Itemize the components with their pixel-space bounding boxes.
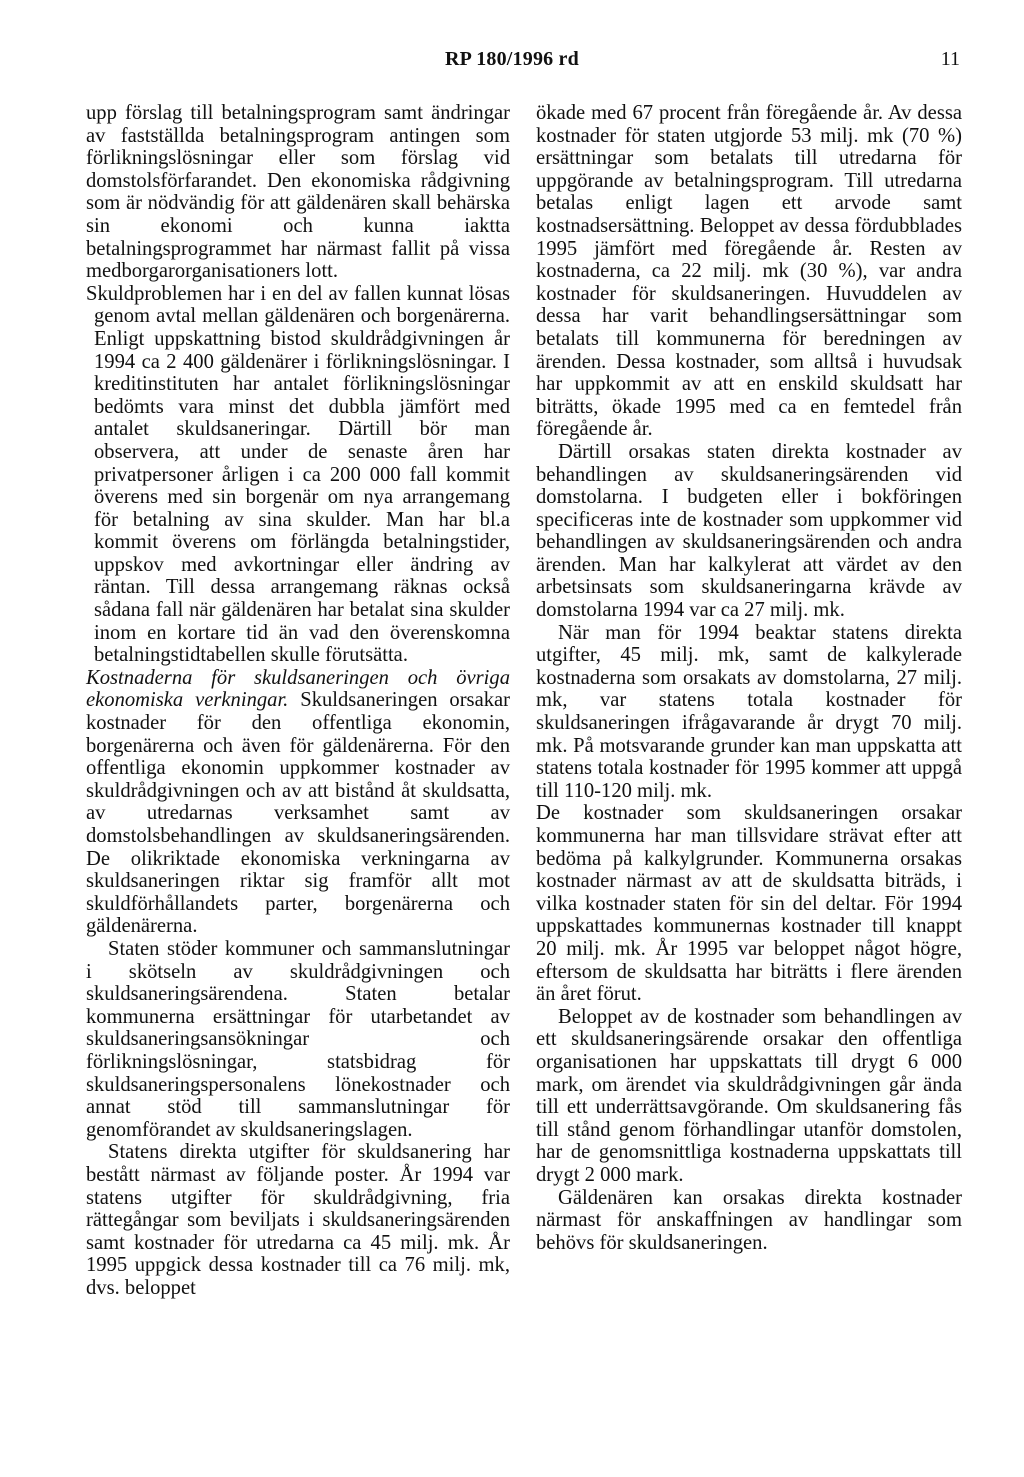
paragraph: När man för 1994 beaktar statens direkta utgifter, 45 milj. mk, samt de kalkylerade kostnaderna som orsakats av domstolarna, 27 milj. mk, var statens totala kostnader för skuldsaneringen ifrågavarande år drygt 70 milj. mk. På motsvarande grunder kan man uppskatta att statens totala kostnader för 1995 kommer att uppgå till 110-120 milj. mk. — [536, 621, 962, 802]
paragraph: Statens direkta utgifter för skuldsanering har bestått närmast av följande poster. År 1994 var statens utgifter för skuldrådgivning, fria rättegångar som beviljats i skuldsaneringsärenden samt kostnader för utredarna ca 45 milj. mk. År 1995 uppgick dessa kostnader till ca 76 milj. mk, dvs. beloppet — [86, 1141, 510, 1299]
paragraph: Därtill orsakas staten direkta kostnader av behandlingen av skuldsaneringsärenden vid domstolarna. I budgeten eller i bokföringen specificeras inte de kostnader som uppkommer vid behandlingen av skuldsaneringsärenden och andra ärenden. Man har kalkylerat att värdet av den arbetsinsats som skuldsaneringarna krävde av domstolarna 1994 var ca 27 milj. mk. — [536, 440, 962, 622]
paragraph: Beloppet av de kostnader som behandlingen av ett skuldsaneringsärende orsakar den offentliga organisationen har uppskattats till drygt 6 000 mark, om ärendet via skuldrådgivningen går ända till ett underrättsavgörande. Om skuldsanering fås till stånd genom förhandlingar utanför domstolen, har de genomsnittliga kostnaderna uppskattats till drygt 2 000 mark. — [536, 1005, 962, 1186]
paragraph: upp förslag till betalningsprogram samt ändringar av fastställda betalningsprogram antingen som förlikningslösningar eller som förslag vid domstolsförfarandet. Den ekonomiska rådgivning som är nödvändig för att gäldenären skall behärska sin ekonomi och kunna iaktta betalningsprogrammet har närmast fallit på vissa medborgarorganisationers lott. — [86, 102, 510, 283]
paragraph: Gäldenären kan orsakas direkta kostnader närmast för anskaffningen av handlingar som behövs för skuldsaneringen. — [536, 1186, 962, 1254]
paragraph: ökade med 67 procent från föregående år. Av dessa kostnader för staten utgjorde 53 milj. mk (70 %) ersättningar som betalats till utredarna för uppgörande av betalningsprogram. Till utredarna betalas enligt lagen ett arvode samt kostnadsersättning. Beloppet av dessa fördubblades 1995 jämfört med föregående år. Resten av kostnaderna, ca 22 milj. mk (30 %), var andra kostnader för skuldsaneringen. Huvuddelen av dessa har varit behandlingsersättningar som betalats till kommunerna för beredningen av ärenden. Dessa kostnader, som alltså i huvudsak har uppkommit av att en enskild skuldsatt har biträtts, ökade 1995 med ca en femtedel från föregående år. — [536, 102, 962, 441]
paragraph — [86, 667, 510, 938]
paragraph: Skuldproblemen har i en del av fallen kunnat lösas genom avtal mellan gäldenären och borgenärerna. Enligt uppskattning bistod skuldrådgivningen år 1994 ca 2 400 gäldenärer i förlikningslösningar. I kreditinstituten har antalet förlikningslösningar bedömts vara minst det dubbla jämfört med antalet skuldsaneringar. Därtill bör man observera, att under de senaste åren har privatpersoner årligen i ca 200 000 fall kommit överens med sin borgenär om nya arrangemang för betalning av sina skulder. Man har bl.a kommit överens om förlängda betalningstider, uppskov med avkortningar eller ändring av räntan. Till dessa arrangemang räknas också sådana fall när gäldenären har betalat sina skulder inom en kortare tid än vad den överenskomna betalningstidtabellen skulle förutsätta. — [86, 282, 510, 667]
page-header-title: RP 180/1996 rd — [445, 48, 579, 70]
paragraph-body: Skuldsaneringen orsakar kostnader för den offentliga ekonomin, borgenärerna och även för gäldenärerna. För den offentliga ekonomin uppkommer kostnader av skuldrådgivningen och av att bistånd åt skuldsatta, av utredarnas verksamhet samt av domstolsbehandlingen av skuldsaneringsärenden. De olikriktade ekonomiska verkningarna av skuldsaneringen riktar sig framför allt mot skuldförhållandets parter, borgenärerna och gäldenärerna. — [86, 689, 511, 938]
paragraph: Staten stöder kommuner och sammanslutningar i skötseln av skuldrådgivningen och skuldsaneringsärendena. Staten betalar kommunerna ersättningar för utarbetandet av skuldsaneringsansökningar och förlikningslösningar, statsbidrag för skuldsaneringspersonalens lönekostnader och annat stöd till sammanslutningar för genomförandet av skuldsaneringslagen. — [86, 937, 510, 1141]
right-column — [536, 102, 962, 1254]
paragraph: De kostnader som skuldsaneringen orsakar kommunerna har man tillsvidare strävat efter att bedöma på kalkylgrunder. Kommunerna orsakas kostnader närmast av att de skuldsatta biträds, i vilka kostnader staten för sin del deltar. För 1994 uppskattades kommunernas kostnader till knappt 20 milj. mk. År 1995 var beloppet något högre, eftersom de skuldsatta har biträtts i flere ärenden än året förut. — [536, 802, 962, 1006]
page-number: 11 — [940, 48, 960, 70]
section-heading: Kostnaderna för skuldsaneringen och övriga ekonomiska verkningar. — [86, 666, 510, 712]
left-column — [86, 102, 510, 1299]
